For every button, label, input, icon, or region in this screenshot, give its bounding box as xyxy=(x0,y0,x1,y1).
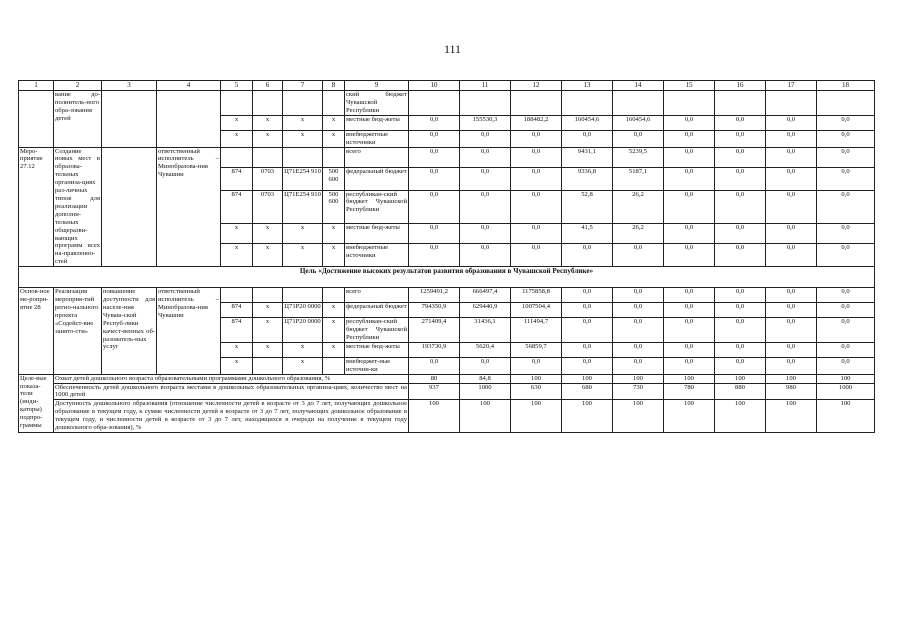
value-cell xyxy=(715,91,766,116)
value-cell: 0,0 xyxy=(715,288,766,303)
block1-row xyxy=(19,91,875,116)
code-cell xyxy=(253,147,283,167)
code-cell: Ц71Р20 0000 xyxy=(283,303,323,318)
value-cell: 0,0 xyxy=(664,342,715,357)
block2-col2: Создание новых мест в образова-тельных организа-циях раз-личных типов для реализации дополни-тельных общеразви-вающих программ всех на-правленно-стей xyxy=(55,147,100,266)
code-cell: 874 xyxy=(221,318,253,343)
source-cell: республикан-ский бюджет Чувашской Республики xyxy=(345,190,409,223)
value-cell: 0,0 xyxy=(613,130,664,147)
value-cell: 26,2 xyxy=(613,190,664,223)
column-number-cell: 2 xyxy=(54,81,102,91)
value-cell: 0,0 xyxy=(562,303,613,318)
value-cell: 0,0 xyxy=(715,190,766,223)
value-cell: 0,0 xyxy=(766,303,817,318)
page-number: 111 xyxy=(443,42,462,56)
code-cell: 500 600 xyxy=(323,190,345,223)
indicator-value: 980 xyxy=(766,383,817,400)
source-cell: внебюджетные источники xyxy=(345,130,409,147)
value-cell: 0,0 xyxy=(511,244,562,267)
value-cell: 0,0 xyxy=(715,167,766,190)
block2-col3 xyxy=(102,147,157,267)
column-number-cell: 6 xyxy=(253,81,283,91)
value-cell: 5620,4 xyxy=(460,342,511,357)
indicator-value: 100 xyxy=(562,374,613,383)
source-cell: местные бюд-жеты xyxy=(345,224,409,244)
indicator-value: 100 xyxy=(817,400,875,433)
code-cell: 874 xyxy=(221,167,253,190)
value-cell: 0,0 xyxy=(409,147,460,167)
value-cell: 666497,4 xyxy=(460,288,511,303)
indicator-value: 100 xyxy=(817,374,875,383)
code-cell: Ц71Р20 0000 xyxy=(283,318,323,343)
block3-col4: ответственный исполнитель – Минобразова-ния Чувашии xyxy=(157,288,221,375)
value-cell: 0,0 xyxy=(766,244,817,267)
value-cell: 0,0 xyxy=(766,167,817,190)
value-cell: 0,0 xyxy=(817,357,875,374)
code-cell: x xyxy=(253,244,283,267)
indicator-value: 100 xyxy=(715,374,766,383)
code-cell: x xyxy=(253,115,283,130)
block1-col2: вание до-полнитель-ного обра-зования детей xyxy=(54,91,102,148)
column-number-cell: 4 xyxy=(157,81,221,91)
value-cell xyxy=(511,91,562,116)
value-cell: 0,0 xyxy=(664,244,715,267)
value-cell: 5239,5 xyxy=(613,147,664,167)
value-cell: 188482,2 xyxy=(511,115,562,130)
value-cell: 160454,6 xyxy=(562,115,613,130)
code-cell: x xyxy=(323,318,345,343)
value-cell: 0,0 xyxy=(460,190,511,223)
value-cell: 9431,1 xyxy=(562,147,613,167)
value-cell: 41,5 xyxy=(562,224,613,244)
value-cell: 0,0 xyxy=(766,288,817,303)
source-cell: всего xyxy=(345,288,409,303)
value-cell: 0,0 xyxy=(511,130,562,147)
code-cell: x xyxy=(283,115,323,130)
value-cell: 0,0 xyxy=(817,318,875,343)
indicator-value: 730 xyxy=(613,383,664,400)
block1-col1 xyxy=(19,91,54,148)
value-cell: 0,0 xyxy=(715,357,766,374)
value-cell xyxy=(562,91,613,116)
code-cell: x xyxy=(283,130,323,147)
value-cell xyxy=(766,91,817,116)
value-cell: 0,0 xyxy=(460,357,511,374)
value-cell: 0,0 xyxy=(817,147,875,167)
code-cell: Ц71Е254 910 xyxy=(283,167,323,190)
column-number-cell: 1 xyxy=(19,81,54,91)
code-cell: Ц71Е254 910 xyxy=(283,190,323,223)
value-cell: 0,0 xyxy=(664,115,715,130)
indicator-value: 84,8 xyxy=(460,374,511,383)
value-cell: 0,0 xyxy=(715,342,766,357)
value-cell: 0,0 xyxy=(766,147,817,167)
indicator-value: 880 xyxy=(715,383,766,400)
value-cell: 0,0 xyxy=(715,115,766,130)
value-cell xyxy=(664,91,715,116)
value-cell xyxy=(460,91,511,116)
code-cell xyxy=(323,147,345,167)
column-number-cell: 15 xyxy=(664,81,715,91)
code-cell: x xyxy=(221,342,253,357)
block2-row xyxy=(19,147,875,167)
code-cell xyxy=(253,288,283,303)
column-number-cell: 18 xyxy=(817,81,875,91)
value-cell: 0,0 xyxy=(409,130,460,147)
value-cell: 0,0 xyxy=(766,115,817,130)
block2-col1: Меро-приятие 27.12 xyxy=(19,147,54,267)
indicator-text: Охват детей дошкольного возраста образовательными программами дошкольного образования, % xyxy=(54,374,409,383)
value-cell: 0,0 xyxy=(409,115,460,130)
column-number-cell: 14 xyxy=(613,81,664,91)
value-cell: 0,0 xyxy=(664,357,715,374)
budget-table xyxy=(18,80,875,433)
column-number-cell: 7 xyxy=(283,81,323,91)
code-cell: x xyxy=(253,130,283,147)
value-cell xyxy=(409,91,460,116)
source-cell: федеральный бюджет xyxy=(345,303,409,318)
value-cell: 0,0 xyxy=(817,288,875,303)
indicator-text: Доступность дошкольного образования (отношение численности детей в возрасте от 3 до 7 лет, получающих дошкольное образование в текущем году, к сумме численности детей в возрасте от 3 до 7 лет, получающих дошкольное образование в текущем году, и численности детей в возрасте от 3 до 7 лет, находящихся в очереди на получение в текущем году дошкольного обра-зования), % xyxy=(55,400,407,432)
value-cell: 0,0 xyxy=(511,224,562,244)
value-cell xyxy=(613,91,664,116)
value-cell: 0,0 xyxy=(817,224,875,244)
value-cell: 271409,4 xyxy=(409,318,460,343)
code-cell xyxy=(323,91,345,116)
value-cell: 0,0 xyxy=(613,244,664,267)
column-number-cell: 5 xyxy=(221,81,253,91)
code-cell: x xyxy=(283,224,323,244)
value-cell: 26,2 xyxy=(613,224,664,244)
code-cell: x xyxy=(323,303,345,318)
block1-col3 xyxy=(102,91,157,148)
value-cell: 0,0 xyxy=(562,130,613,147)
block3-col3: повышение доступности для населе-ния Чуваш-ской Респуб-лики качест-венных об-разователь-ных услуг xyxy=(102,288,157,375)
code-cell xyxy=(253,91,283,116)
value-cell: 794350,9 xyxy=(409,303,460,318)
indicator-row xyxy=(19,400,875,433)
code-cell: x xyxy=(323,342,345,357)
value-cell: 629440,9 xyxy=(460,303,511,318)
value-cell: 0,0 xyxy=(664,190,715,223)
value-cell: 0,0 xyxy=(664,318,715,343)
value-cell: 0,0 xyxy=(715,244,766,267)
source-cell: местные бюд-жеты xyxy=(345,115,409,130)
indicator-value: 80 xyxy=(409,374,460,383)
indicator-value: 1000 xyxy=(817,383,875,400)
value-cell: 0,0 xyxy=(766,130,817,147)
code-cell: 874 xyxy=(221,303,253,318)
indicator-text: Обеспеченность детей дошкольного возраста местами в дошкольных образовательных организа-циях, количество мест на 1000 детей xyxy=(55,383,407,399)
value-cell: 0,0 xyxy=(664,147,715,167)
value-cell: 56859,7 xyxy=(511,342,562,357)
column-number-cell: 12 xyxy=(511,81,562,91)
value-cell: 155530,3 xyxy=(460,115,511,130)
code-cell: x xyxy=(283,357,323,374)
value-cell: 0,0 xyxy=(562,357,613,374)
value-cell: 0,0 xyxy=(817,342,875,357)
code-cell: 874 xyxy=(221,190,253,223)
value-cell: 0,0 xyxy=(766,190,817,223)
code-cell: x xyxy=(221,244,253,267)
indicator-value: 100 xyxy=(664,374,715,383)
value-cell: 0,0 xyxy=(817,303,875,318)
code-cell xyxy=(221,147,253,167)
value-cell: 0,0 xyxy=(613,318,664,343)
value-cell: 0,0 xyxy=(766,318,817,343)
value-cell: 0,0 xyxy=(613,288,664,303)
block2-col4: ответственный исполнитель – Минобразова-ния Чувашии xyxy=(157,147,221,267)
value-cell: 1007504,4 xyxy=(511,303,562,318)
value-cell: 0,0 xyxy=(409,190,460,223)
code-cell: x xyxy=(323,244,345,267)
value-cell: 0,0 xyxy=(664,224,715,244)
code-cell xyxy=(283,91,323,116)
code-cell xyxy=(253,357,283,374)
indicator-row xyxy=(19,383,875,400)
indicator-value: 100 xyxy=(766,374,817,383)
indicator-value: 100 xyxy=(664,400,715,433)
value-cell: 0,0 xyxy=(664,288,715,303)
code-cell xyxy=(323,357,345,374)
value-cell: 0,0 xyxy=(562,342,613,357)
code-cell: x xyxy=(221,115,253,130)
value-cell: 0,0 xyxy=(664,167,715,190)
table-body xyxy=(19,81,875,433)
value-cell: 0,0 xyxy=(562,244,613,267)
value-cell: 0,0 xyxy=(613,357,664,374)
value-cell: 0,0 xyxy=(460,147,511,167)
indicator-value: 630 xyxy=(511,383,562,400)
value-cell: 0,0 xyxy=(409,224,460,244)
code-cell: x xyxy=(323,115,345,130)
value-cell: 0,0 xyxy=(562,318,613,343)
value-cell: 0,0 xyxy=(715,224,766,244)
code-cell: x xyxy=(253,318,283,343)
code-cell: x xyxy=(221,130,253,147)
value-cell: 0,0 xyxy=(460,244,511,267)
indicator-value: 780 xyxy=(664,383,715,400)
value-cell: 0,0 xyxy=(817,115,875,130)
value-cell: 0,0 xyxy=(409,244,460,267)
value-cell: 0,0 xyxy=(613,303,664,318)
code-cell xyxy=(221,288,253,303)
code-cell: 0703 xyxy=(253,190,283,223)
code-cell xyxy=(323,288,345,303)
block3-col2: Реализация мероприя-тий регио-нального проекта «Содейст-вие занято-сти» xyxy=(54,288,102,375)
indicator-value: 100 xyxy=(511,374,562,383)
indicator-value: 100 xyxy=(409,400,460,433)
value-cell: 160454,6 xyxy=(613,115,664,130)
code-cell: x xyxy=(323,224,345,244)
value-cell: 5187,1 xyxy=(613,167,664,190)
value-cell: 52,8 xyxy=(562,190,613,223)
value-cell: 0,0 xyxy=(511,167,562,190)
value-cell: 0,0 xyxy=(715,303,766,318)
code-cell: 500 600 xyxy=(323,167,345,190)
value-cell: 1175858,8 xyxy=(511,288,562,303)
indicator-value: 100 xyxy=(613,400,664,433)
column-number-cell: 11 xyxy=(460,81,511,91)
code-cell: 0703 xyxy=(253,167,283,190)
indicators-label: Целе-вые показа-тели (инди-каторы) подпро-граммы xyxy=(19,374,54,432)
code-cell xyxy=(283,147,323,167)
column-number-cell: 17 xyxy=(766,81,817,91)
block3-col1: Основ-ное ме-ропри-ятие 28 xyxy=(19,288,54,375)
code-cell: x xyxy=(221,224,253,244)
goal-heading: Цель «Достижение высоких результатов развития образования в Чувашской Республике» xyxy=(19,267,875,288)
column-number-cell: 3 xyxy=(102,81,157,91)
source-cell: местные бюд-жеты xyxy=(345,342,409,357)
value-cell: 0,0 xyxy=(766,224,817,244)
source-cell: федеральный бюджет xyxy=(345,167,409,190)
value-cell: 0,0 xyxy=(766,357,817,374)
value-cell xyxy=(817,91,875,116)
value-cell: 0,0 xyxy=(613,342,664,357)
source-cell: ский бюджет Чувашской Республики xyxy=(346,91,407,114)
column-number-row xyxy=(19,81,875,91)
code-cell: x xyxy=(253,342,283,357)
goal-row xyxy=(19,267,875,288)
code-cell xyxy=(283,288,323,303)
value-cell: 111494,7 xyxy=(511,318,562,343)
column-number-cell: 16 xyxy=(715,81,766,91)
value-cell: 0,0 xyxy=(460,130,511,147)
value-cell: 0,0 xyxy=(562,288,613,303)
value-cell: 0,0 xyxy=(460,167,511,190)
source-cell: внебюджет-ные источни-ки xyxy=(345,357,409,374)
column-number-cell: 13 xyxy=(562,81,613,91)
code-cell: x xyxy=(253,303,283,318)
code-cell: x xyxy=(323,130,345,147)
indicator-value: 100 xyxy=(562,400,613,433)
code-cell: x xyxy=(221,357,253,374)
value-cell: 0,0 xyxy=(715,147,766,167)
indicator-value: 100 xyxy=(511,400,562,433)
indicator-value: 100 xyxy=(715,400,766,433)
value-cell: 0,0 xyxy=(817,244,875,267)
value-cell: 0,0 xyxy=(460,224,511,244)
column-number-cell: 9 xyxy=(345,81,409,91)
code-cell: x xyxy=(283,244,323,267)
source-cell: республикан-ский бюджет Чувашской Республики xyxy=(346,318,407,341)
indicator-value: 680 xyxy=(562,383,613,400)
indicator-value: 100 xyxy=(766,400,817,433)
code-cell: x xyxy=(253,224,283,244)
value-cell: 0,0 xyxy=(817,167,875,190)
value-cell: 0,0 xyxy=(817,190,875,223)
code-cell xyxy=(221,91,253,116)
value-cell: 0,0 xyxy=(409,357,460,374)
value-cell: 0,0 xyxy=(766,342,817,357)
block1-col4 xyxy=(157,91,221,148)
value-cell: 0,0 xyxy=(511,190,562,223)
column-number-cell: 8 xyxy=(323,81,345,91)
indicator-value: 937 xyxy=(409,383,460,400)
source-cell: всего xyxy=(345,147,409,167)
value-cell: 0,0 xyxy=(664,303,715,318)
value-cell: 0,0 xyxy=(511,147,562,167)
value-cell: 9336,8 xyxy=(562,167,613,190)
value-cell: 0,0 xyxy=(715,318,766,343)
block3-row xyxy=(19,288,875,303)
value-cell: 0,0 xyxy=(817,130,875,147)
value-cell: 0,0 xyxy=(715,130,766,147)
value-cell: 193730,9 xyxy=(409,342,460,357)
code-cell: x xyxy=(283,342,323,357)
value-cell: 1259491,2 xyxy=(409,288,460,303)
indicator-value: 1000 xyxy=(460,383,511,400)
indicator-value: 100 xyxy=(613,374,664,383)
value-cell: 0,0 xyxy=(664,130,715,147)
column-number-cell: 10 xyxy=(409,81,460,91)
value-cell: 31436,1 xyxy=(460,318,511,343)
indicator-row xyxy=(19,374,875,383)
value-cell: 0,0 xyxy=(511,357,562,374)
value-cell: 0,0 xyxy=(409,167,460,190)
source-cell: внебюджетные источники xyxy=(345,244,409,267)
indicator-value: 100 xyxy=(460,400,511,433)
